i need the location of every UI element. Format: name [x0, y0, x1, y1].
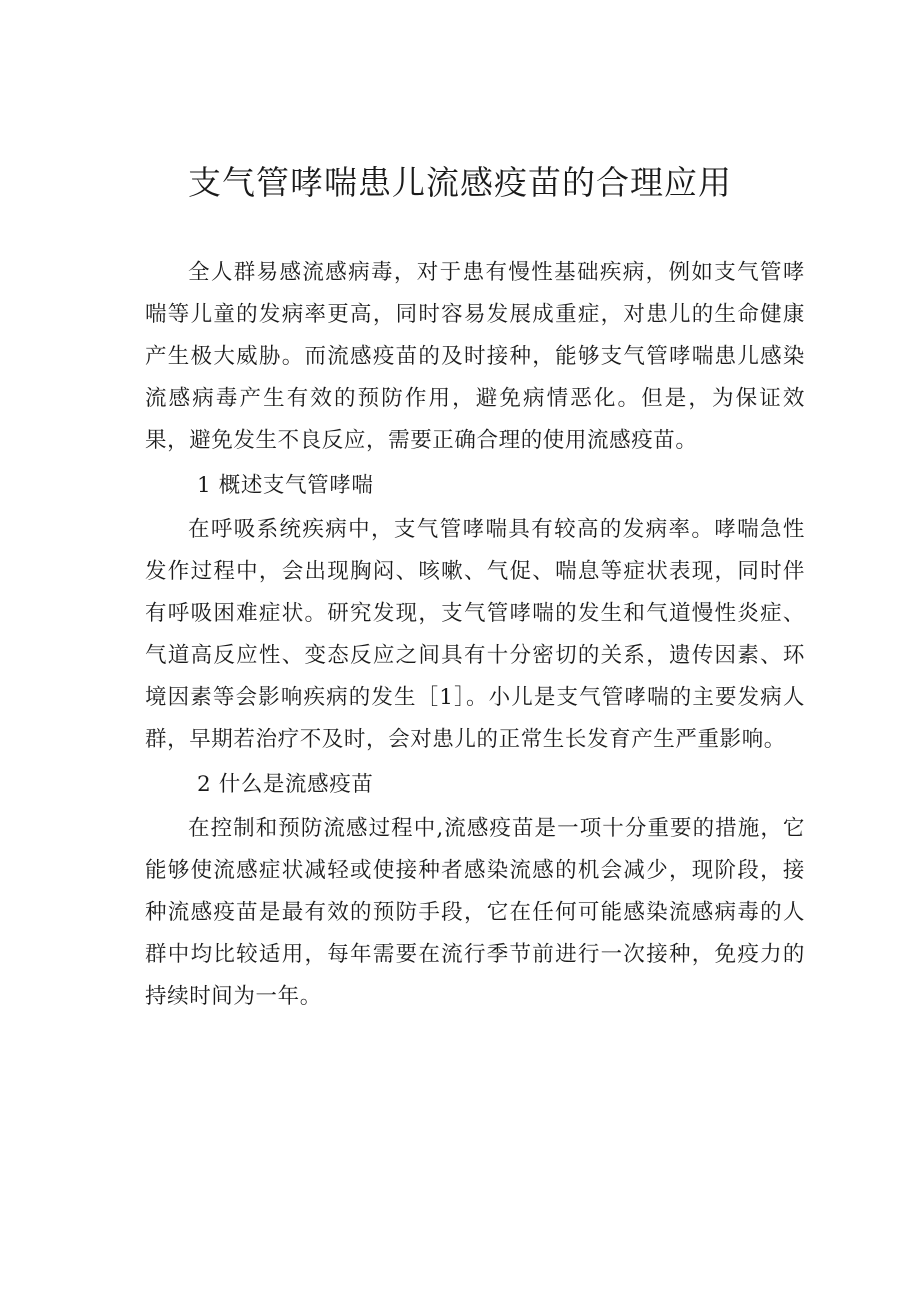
paragraph-intro: 全人群易感流感病毒，对于患有慢性基础疾病，例如支气管哮喘等儿童的发病率更高，同时容易发展成重症，对患儿的生命健康产生极大威胁。而流感疫苗的及时接种，能够支气管哮喘患儿感染流感病毒产生有效的预防作用，避免病情恶化。但是，为保证效果，避免发生不良反应，需要正确合理的使用流感疫苗。 — [145, 260, 805, 453]
paragraph-asthma-overview: 在呼吸系统疾病中，支气管哮喘具有较高的发病率。哮喘急性发作过程中，会出现胸闷、咳嗽、气促、喘息等症状表现，同时伴有呼吸困难症状。研究发现，支气管哮喘的发生和气道慢性炎症、气道高反应性、变态反应之间具有十分密切的关系，遗传因素、环境因素等会影响疾病的发生［1］。小儿是支气管哮喘的主要发病人群，早期若治疗不及时，会对患儿的正常生长发育产生严重影响。 — [145, 517, 805, 752]
section-heading-2: 2 什么是流感疫苗 — [197, 772, 374, 797]
paragraph-flu-vaccine: 在控制和预防流感过程中,流感疫苗是一项十分重要的措施，它能够使流感症状减轻或使接种者感染流感的机会减少，现阶段，接种流感疫苗是最有效的预防手段，它在任何可能感染流感病毒的人群中均比较适用，每年需要在流行季节前进行一次接种，免疫力的持续时间为一年。 — [145, 816, 805, 1009]
document-title: 支气管哮喘患儿流感疫苗的合理应用 — [188, 163, 732, 202]
section-heading-1: 1 概述支气管哮喘 — [197, 473, 374, 498]
document-body — [145, 252, 805, 1018]
